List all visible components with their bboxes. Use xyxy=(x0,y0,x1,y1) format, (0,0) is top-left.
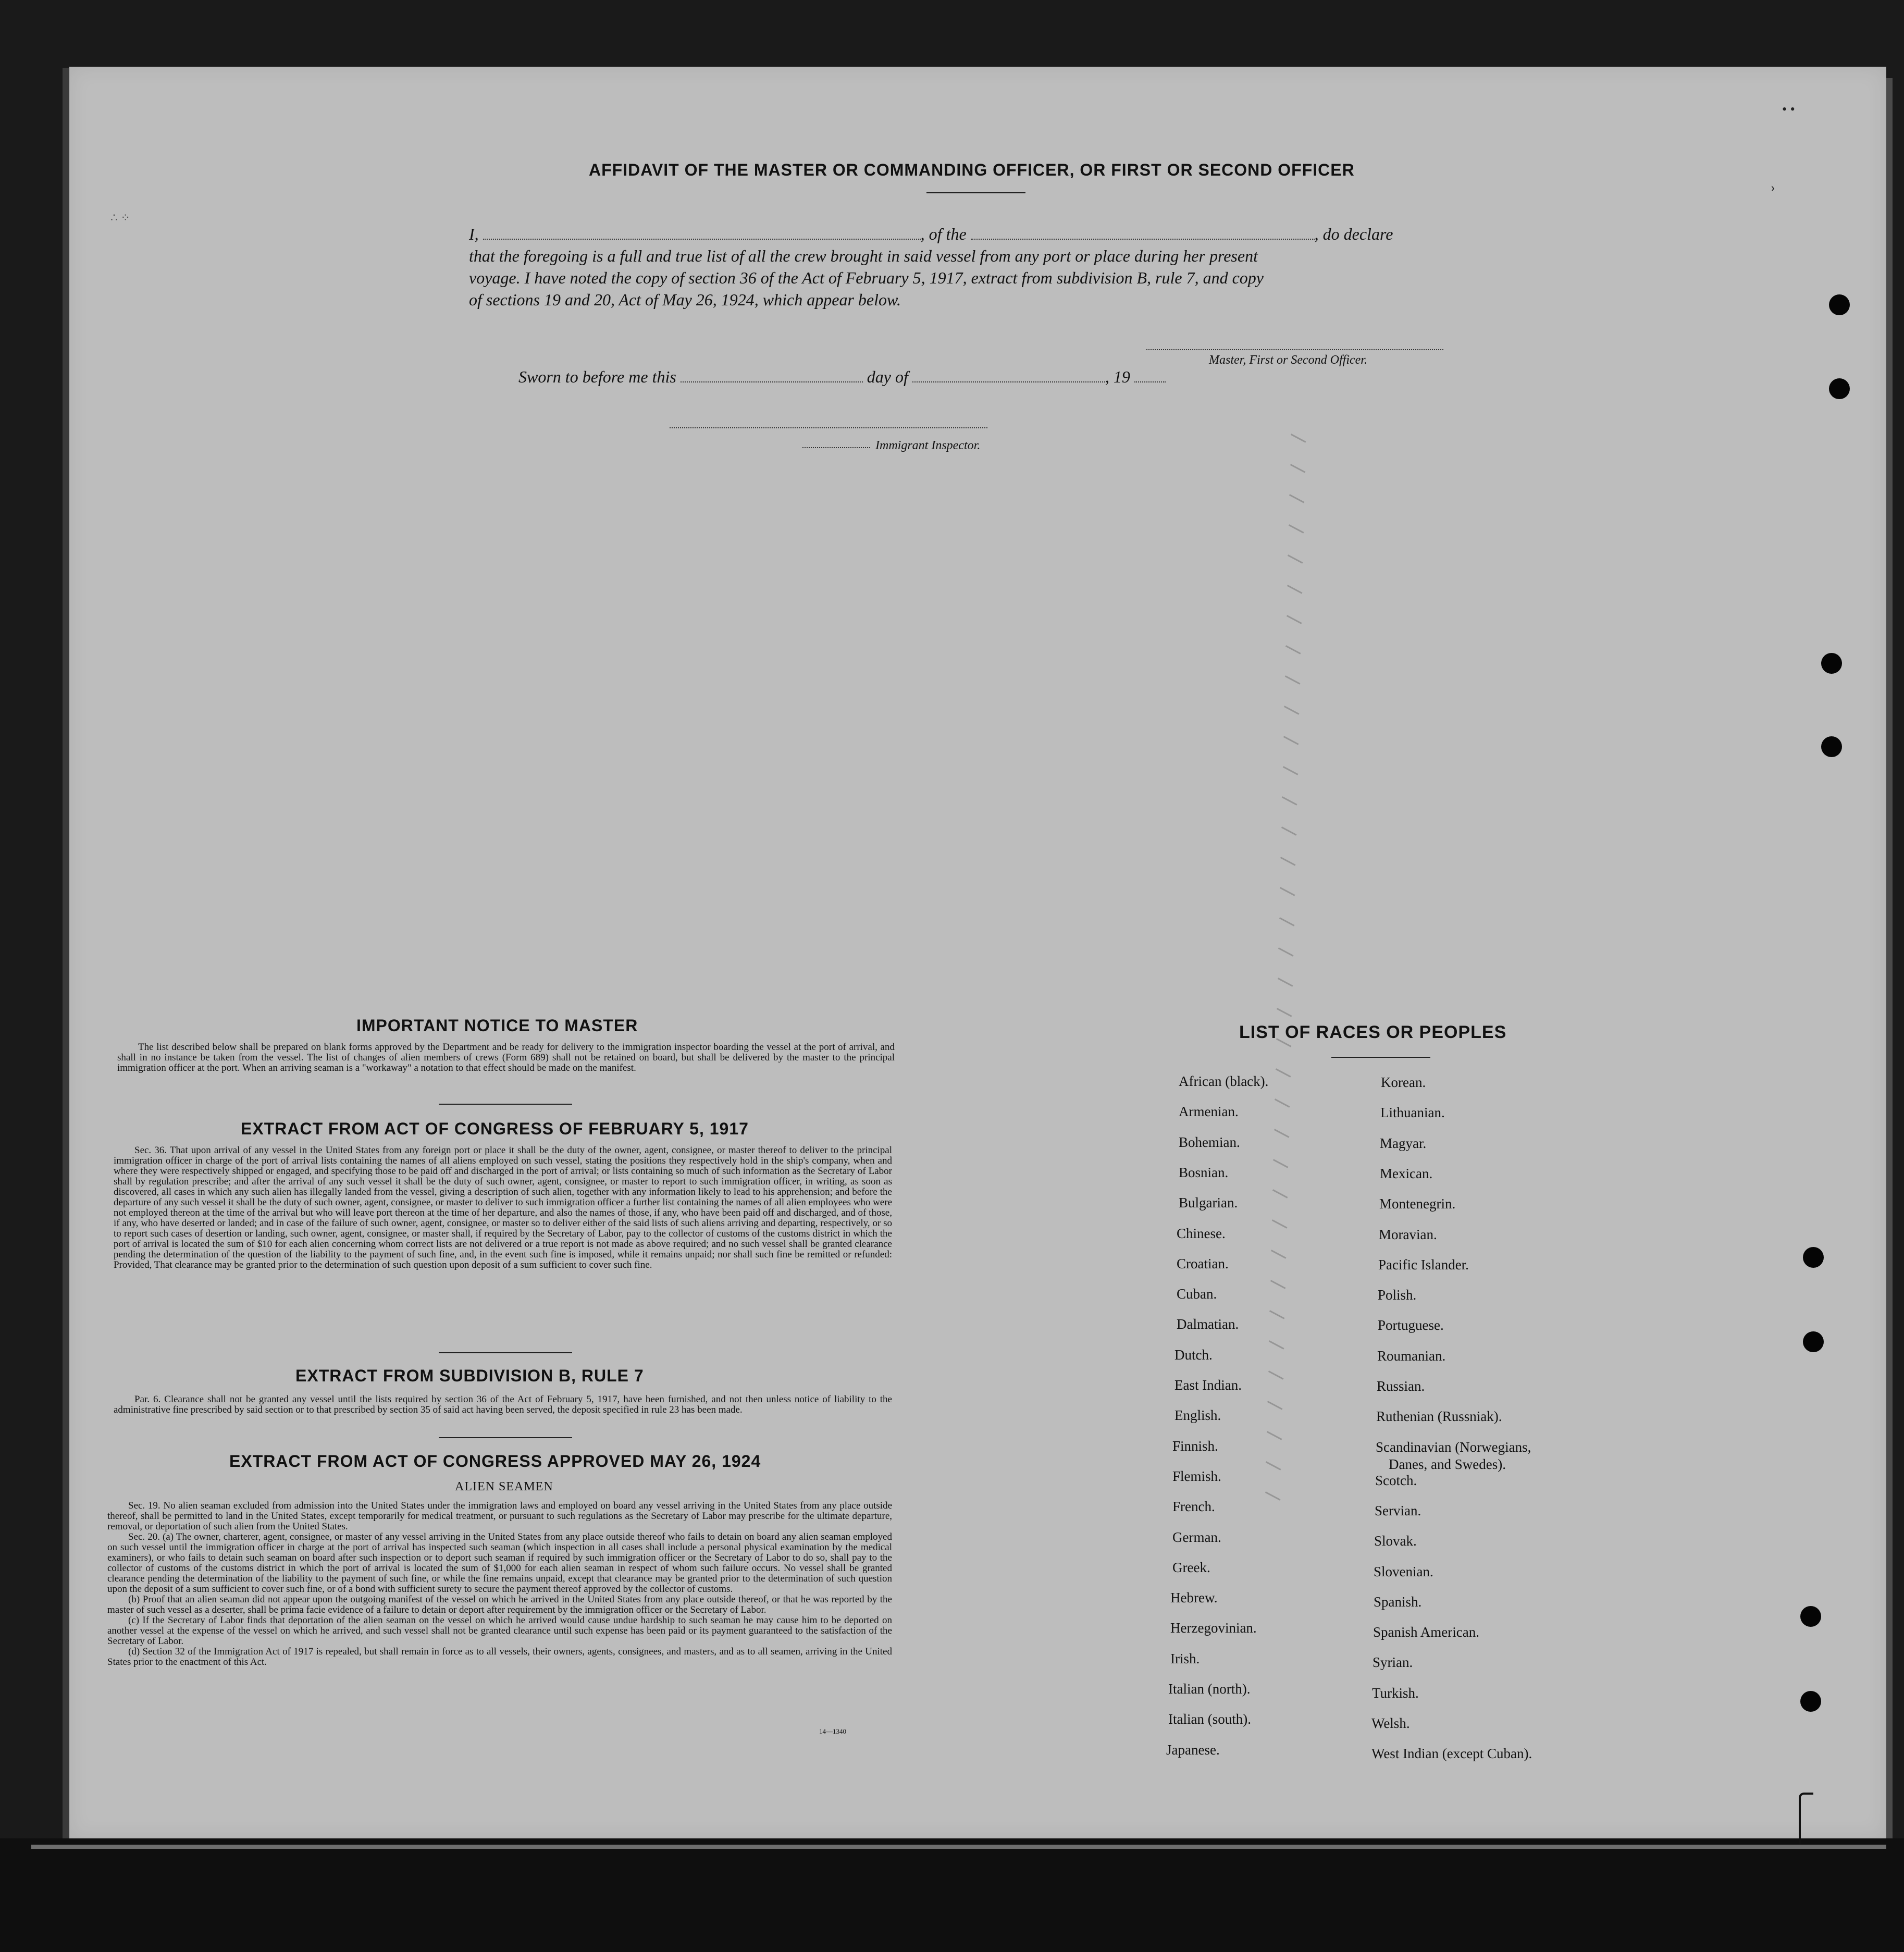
par-6-paragraph: Par. 6. Clearance shall not be granted any vessel until the lists required by section 36 of the Act of February 5, 1917, have been furnished, and not then unless notice of liability to the administrative fine prescribed by said section or to that prescribed by section 35 of said act having been served, the deposit specified in rule 23 has been made. xyxy=(114,1394,892,1415)
master-signature-label: Master, First or Second Officer. xyxy=(1209,353,1367,367)
race-item: Armenian. xyxy=(1179,1104,1239,1120)
notice-paragraph: The list described below shall be prepared on blank forms approved by the Department and be ready for delivery to the immigration inspector boarding the vessel at the port of arrival, and shall in no instance be taken from the vessel. The list of changes of alien members of crews (Form 689) shall not be retained on board, but shall be delivered by the master to the principal immigration officer at the port. When an arriving seaman is a "workaway" a notation to that effect should be made on the manifest. xyxy=(117,1042,895,1073)
vessel-blank-field[interactable] xyxy=(971,238,1315,240)
declaration-i: I, xyxy=(469,225,479,243)
punch-hole xyxy=(1803,1247,1824,1268)
section-divider xyxy=(439,1104,572,1105)
race-item: Lithuanian. xyxy=(1380,1105,1445,1121)
sec-20d-paragraph: (d) Section 32 of the Immigration Act of 1917 is repealed, but shall remain in force as to all vessels, their owners, agents, consignees, and masters, and as to all seamen, arriving in the United States prior to the enactment of this Act. xyxy=(107,1646,892,1667)
notice-body xyxy=(117,1042,895,1073)
scan-speck-mark: › xyxy=(1771,180,1775,195)
extract-1924-title: EXTRACT FROM ACT OF CONGRESS APPROVED MAY 26, 1924 xyxy=(229,1452,761,1471)
name-blank-field[interactable] xyxy=(483,238,921,240)
sheet-right-edge xyxy=(1886,78,1893,1839)
sworn-year-field[interactable] xyxy=(1134,381,1166,382)
race-item: Bohemian. xyxy=(1179,1134,1240,1150)
race-item: Magyar. xyxy=(1380,1135,1427,1151)
race-item: Irish. xyxy=(1170,1650,1200,1666)
races-list-title: LIST OF RACES OR PEOPLES xyxy=(1239,1022,1507,1042)
inspector-signature-line[interactable] xyxy=(670,427,987,428)
punch-hole xyxy=(1821,653,1842,674)
race-item: Bulgarian. xyxy=(1179,1195,1238,1211)
race-item: Welsh. xyxy=(1371,1715,1410,1731)
extract-rule7-title: EXTRACT FROM SUBDIVISION B, RULE 7 xyxy=(295,1366,644,1385)
race-item: Japanese. xyxy=(1166,1741,1220,1758)
race-item: Scotch. xyxy=(1375,1472,1417,1488)
punch-hole xyxy=(1800,1691,1821,1712)
section-divider xyxy=(439,1437,572,1438)
race-item: Spanish American. xyxy=(1373,1624,1479,1640)
extract-1917-body xyxy=(114,1145,892,1270)
sworn-year: , 19 xyxy=(1105,367,1130,386)
scan-speck-mark: ∴ ⁘ xyxy=(110,211,130,224)
sec-20a-paragraph: Sec. 20. (a) The owner, charterer, agent, consignee, or master of any vessel arriving in the United States from any place outside thereof who fails to detain on board any alien seaman employed on such vessel until the immigration officer in charge at the port of arrival has inspected such seaman (which inspection in all cases shall include a personal physical examination by the medical examiners), or who fails to detain such seaman on board after such inspection or to deport such seaman if required by such immigration officer or the Secretary of Labor to do so, shall pay to the collector of customs of the customs district in which the port of arrival is located the sum of $1,000 for each alien seaman in respect of whom such failure occurs. No vessel shall be granted clearance pending the determination of the liability to the payment of such fine, or while the fine remains unpaid, except that clearance may be granted prior to the determination of such question upon the deposit of a sum sufficient to cover such fine, or of a bond with sufficient surety to secure the payment thereof approved by the collector of customs. xyxy=(107,1531,892,1595)
race-item: Dutch. xyxy=(1174,1346,1213,1363)
punch-hole xyxy=(1803,1331,1824,1352)
race-item: Italian (south). xyxy=(1168,1711,1251,1727)
form-number: 14—1340 xyxy=(819,1727,846,1735)
sheet-left-edge xyxy=(63,68,69,1839)
scan-speck-mark: • • xyxy=(1782,102,1795,117)
race-item: Dalmatian. xyxy=(1177,1316,1239,1332)
punch-hole xyxy=(1829,378,1850,399)
sec-36-paragraph: Sec. 36. That upon arrival of any vessel in the United States from any foreign port or place it shall be the duty of the owner, agent, consignee, or master thereof to deliver to the principal immigration officer in charge of the port of arrival lists containing the names of all aliens employed on such vessel, stating the positions they respectively hold in the ship's company, when and where they were respectively shipped or engaged, and specifying those to be paid off and discharged in the port of arrival; or lists containing so much of such information as the Secretary of Labor shall by regulation prescribe; and after the arrival of any such vessel it shall be the duty of such owner, agent, consignee, or master to report to such immigration officer, in writing, as soon as discovered, all cases in which any such alien has illegally landed from the vessel, giving a description of such alien, together with any information likely to lead to his apprehension; and before the departure of any such vessel it shall be the duty of such owner, agent, consignee, or master to deliver to such immigration officer a further list containing the names of all alien employees who were not employed thereon at the time of the arrival but who will leave port thereon at the time of her departure, and also the names of those, if any, who have been paid off and discharged, and of those, if any, who have deserted or landed; and in case of the failure of such owner, agent, consignee, or master so to deliver either of the said lists of such aliens arriving and departing, respectively, or so to report such cases of desertion or landing, such owner, agent, consignee, or master shall, if required by the Secretary of Labor, pay to the collector of customs of the customs district in which the port of arrival is located the sum of $10 for each alien concerning whom correct lists are not delivered or a true report is not made as above required; and no such vessel shall be granted clearance pending the determination of the question of the liability to the payment of such fine, and, in the event such fine is imposed, while it remains unpaid; nor shall such fine be remitted or refunded: Provided, That clearance may be granted prior to the determination of such question upon deposit of a sum sufficient to cover such fine. xyxy=(114,1145,892,1270)
inspector-label: Immigrant Inspector. xyxy=(875,439,981,452)
race-item: Montenegrin. xyxy=(1379,1196,1456,1212)
race-item: East Indian. xyxy=(1174,1377,1242,1393)
race-item: African (black). xyxy=(1179,1073,1269,1089)
race-item: French. xyxy=(1172,1499,1215,1515)
race-item: Ruthenian (Russniak). xyxy=(1376,1409,1502,1425)
race-item: Slovenian. xyxy=(1374,1563,1433,1579)
alien-seamen-subtitle: ALIEN SEAMEN xyxy=(455,1480,553,1493)
binder-clip-mark xyxy=(1799,1793,1813,1844)
sec-20c-paragraph: (c) If the Secretary of Labor finds that deportation of the alien seaman on the vessel on which he arrived would cause undue hardship to such seaman he may cause him to be deported on another vessel at the expense of the vessel on which he arrived, and such vessel shall not be granted clearance until such expense has been paid or its payment guaranteed to the satisfaction of the Secretary of Labor. xyxy=(107,1615,892,1647)
extract-1924-body xyxy=(107,1501,892,1667)
race-item: German. xyxy=(1172,1529,1221,1545)
race-item: Italian (north). xyxy=(1168,1681,1251,1697)
extract-rule7-body xyxy=(114,1394,892,1415)
punch-hole xyxy=(1829,294,1850,315)
race-item: Croatian. xyxy=(1177,1255,1229,1271)
declaration-line-4: of sections 19 and 20, Act of May 26, 1924, which appear below. xyxy=(469,290,901,309)
race-item: Herzegovinian. xyxy=(1170,1620,1257,1636)
inspector-label-dots xyxy=(802,447,870,448)
section-divider xyxy=(439,1352,572,1353)
race-item: Greek. xyxy=(1172,1559,1210,1575)
sworn-day-field[interactable] xyxy=(681,381,863,382)
affidavit-title: AFFIDAVIT OF THE MASTER OR COMMANDING OFFICER, OR FIRST OR SECOND OFFICER xyxy=(589,160,1355,179)
race-item: Slovak. xyxy=(1374,1533,1417,1549)
extract-1917-title: EXTRACT FROM ACT OF CONGRESS OF FEBRUARY 5, 1917 xyxy=(241,1119,749,1138)
declaration-line-3: voyage. I have noted the copy of section 36 of the Act of February 5, 1917, extract from subdivision B, rule 7, and copy xyxy=(469,268,1264,287)
punch-hole xyxy=(1821,736,1842,757)
race-item: Servian. xyxy=(1375,1502,1421,1518)
sworn-day-of: day of xyxy=(867,367,908,386)
race-item: Spanish. xyxy=(1374,1593,1422,1610)
sworn-prefix: Sworn to before me this xyxy=(518,367,676,386)
race-item: Portuguese. xyxy=(1378,1317,1444,1333)
race-item: Syrian. xyxy=(1373,1654,1413,1671)
sec-20b-paragraph: (b) Proof that an alien seaman did not appear upon the outgoing manifest of the vessel on which he arrived in the United States from any place outside thereof, or that he was reported by the master of such vessel as a deserter, shall be prima facie evidence of a failure to detain or deport after requirement by the immigration officer or the Secretary of Labor. xyxy=(107,1594,892,1615)
race-item: Flemish. xyxy=(1172,1468,1221,1484)
race-item: Danes, and Swedes). xyxy=(1389,1456,1506,1472)
race-item: English. xyxy=(1174,1407,1221,1424)
sworn-month-field[interactable] xyxy=(912,381,1105,382)
race-item: Chinese. xyxy=(1177,1225,1226,1241)
master-signature-line[interactable] xyxy=(1146,349,1443,350)
race-item: Hebrew. xyxy=(1170,1590,1218,1606)
race-item: Moravian. xyxy=(1379,1226,1437,1242)
race-item: Pacific Islander. xyxy=(1378,1256,1469,1272)
race-item: Turkish. xyxy=(1372,1685,1419,1701)
race-item: Scandinavian (Norwegians, xyxy=(1376,1439,1531,1455)
race-item: Russian. xyxy=(1377,1378,1425,1394)
sworn-line xyxy=(518,367,1166,387)
declaration-block xyxy=(469,223,1480,311)
scan-bottom-line xyxy=(31,1845,1886,1849)
scan-bottom-border xyxy=(0,1838,1904,1952)
race-item: Bosnian. xyxy=(1179,1164,1229,1180)
race-item: West Indian (except Cuban). xyxy=(1371,1746,1532,1762)
race-item: Cuban. xyxy=(1177,1286,1217,1302)
declaration-of-the: , of the xyxy=(920,225,967,243)
race-item: Mexican. xyxy=(1380,1165,1433,1181)
race-item: Polish. xyxy=(1378,1287,1417,1303)
declaration-line-2: that the foregoing is a full and true list of all the crew brought in said vessel from any port or place during her present xyxy=(469,246,1258,265)
notice-title: IMPORTANT NOTICE TO MASTER xyxy=(356,1016,638,1035)
punch-hole xyxy=(1800,1606,1821,1627)
races-title-underline xyxy=(1331,1057,1430,1058)
declaration-do-declare: , do declare xyxy=(1314,225,1393,243)
sec-19-paragraph: Sec. 19. No alien seaman excluded from admission into the United States under the immigration laws and employed on board any vessel arriving in the United States from any place outside thereof, shall be permitted to land in the United States, except temporarily for medical treatment, or pursuant to such regulations as the Secretary of Labor may prescribe for the ultimate departure, removal, or deportation of such alien from the United States. xyxy=(107,1500,892,1532)
declaration-line-1 xyxy=(469,223,1480,245)
race-item: Finnish. xyxy=(1172,1438,1218,1454)
race-item: Korean. xyxy=(1381,1074,1426,1090)
title-underline xyxy=(926,192,1025,193)
race-item: Roumanian. xyxy=(1377,1348,1446,1364)
